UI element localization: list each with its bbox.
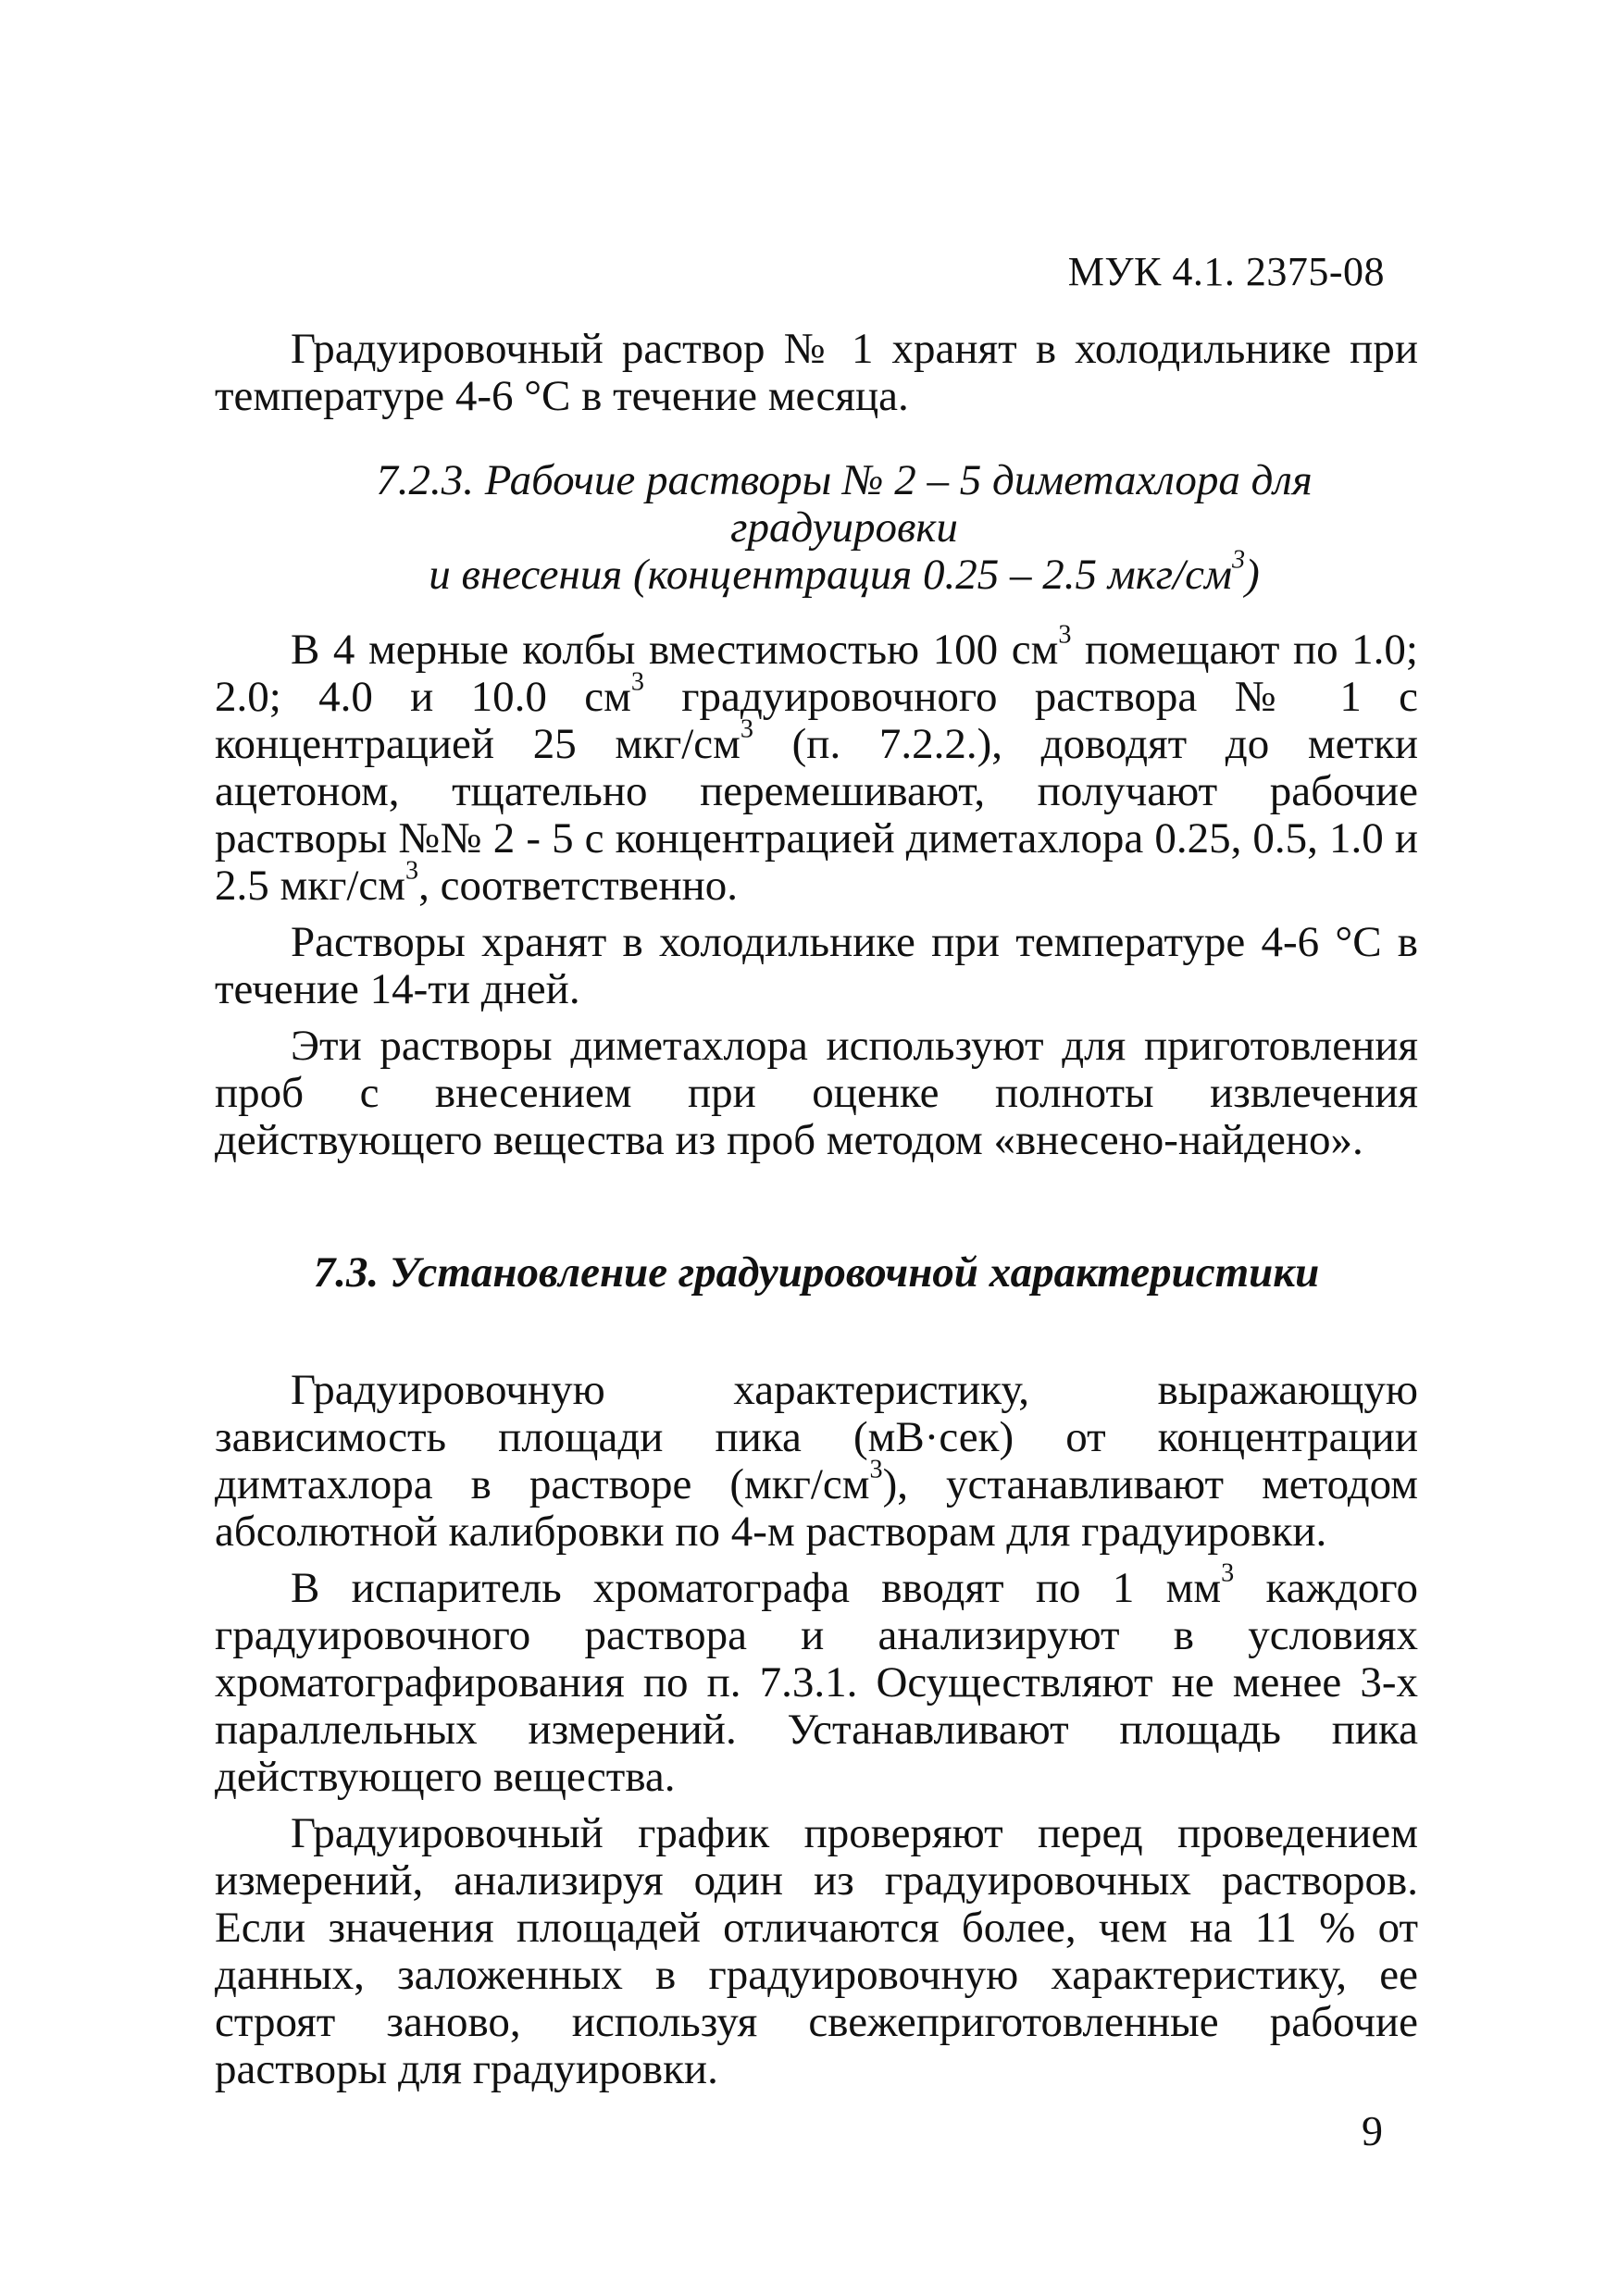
paragraph-text: В испаритель хроматографа вводят по 1 мм [291, 1564, 1222, 1612]
paragraph-text: Градуировочную характеристику, выражающую зависимость площади пика (мВ·сек) от концентрации димтахлора в растворе (мкг/см [215, 1366, 1418, 1508]
superscript: 3 [740, 714, 753, 744]
section-heading-7-3: 7.3. Установление градуировочной характеристики [313, 1248, 1320, 1297]
document-code: МУК 4.1. 2375-08 [1067, 249, 1385, 294]
paragraph-injection [215, 1558, 1419, 1801]
superscript: 3 [1221, 1558, 1235, 1588]
paragraph-usage: Эти растворы диметахлора используют для приготовления проб с внесением при оценке полноты извлечения действующего вещества из проб методом «внесено-найдено». [215, 1022, 1418, 1164]
paragraph-text: каждого градуировочного раствора и анализируют в условиях хроматографирования по п. 7.3.1. Осуществляют не менее 3-х параллельных измерений. Устанавливают площадь пика действующего вещества. [215, 1564, 1419, 1801]
paragraph-working-solutions [215, 620, 1419, 910]
paragraph-graph-check: Градуировочный график проверяют перед проведением измерений, анализируя один из градуировочных растворов. Если значения площадей отличаются более, чем на 11 % от данных, заложенных в градуировочную характеристику, ее строят заново, используя свежеприготовленные рабочие растворы для градуировки. [215, 1809, 1418, 2093]
paragraph-storage-solution-1: Градуировочный раствор № 1 хранят в холодильнике при температуре 4-6 °С в течение месяца. [215, 325, 1418, 420]
superscript: 3 [405, 856, 419, 886]
page-number: 9 [1362, 2107, 1383, 2154]
section-heading-7-2-3 [215, 457, 1418, 599]
paragraph-text: , соответственно. [418, 862, 739, 910]
section-heading-7-2-3-line1: 7.2.3. Рабочие растворы № 2 – 5 диметахлора для градуировки [376, 456, 1313, 552]
page-content [215, 326, 1418, 2103]
paragraph-text: помещают по 1.0; 2.0; 4.0 и 10.0 см [215, 626, 1418, 721]
superscript: 3 [630, 667, 644, 697]
superscript: 3 [1058, 620, 1072, 650]
paragraph-text: градуировочного раствора № 1 с концентрацией 25 мкг/см [215, 673, 1418, 768]
paragraph-text: В 4 мерные колбы вместимостью 100 см [291, 626, 1059, 674]
paragraph-storage-working: Растворы хранят в холодильнике при температуре 4-6 °С в течение 14-ти дней. [215, 918, 1418, 1013]
paragraph-text: ), устанавливают методом абсолютной калибровки по 4-м растворам для градуировки. [215, 1460, 1418, 1556]
superscript: 3 [869, 1455, 883, 1484]
section-heading-7-2-3-line2 [270, 545, 1418, 599]
heading-text: ) [1245, 551, 1260, 599]
superscript: 3 [1232, 545, 1246, 575]
heading-text: и внесения (концентрация 0.25 – 2.5 мкг/см [429, 551, 1232, 599]
paragraph-calibration-characteristic [215, 1367, 1418, 1556]
paragraph-text: (п. 7.2.2.), доводят до метки ацетоном, тщательно перемешивают, получают рабочие растворы №№ 2 - 5 с концентрацией диметахлора 0.25, 0.5, 1.0 и 2.5 мкг/см [215, 720, 1419, 910]
